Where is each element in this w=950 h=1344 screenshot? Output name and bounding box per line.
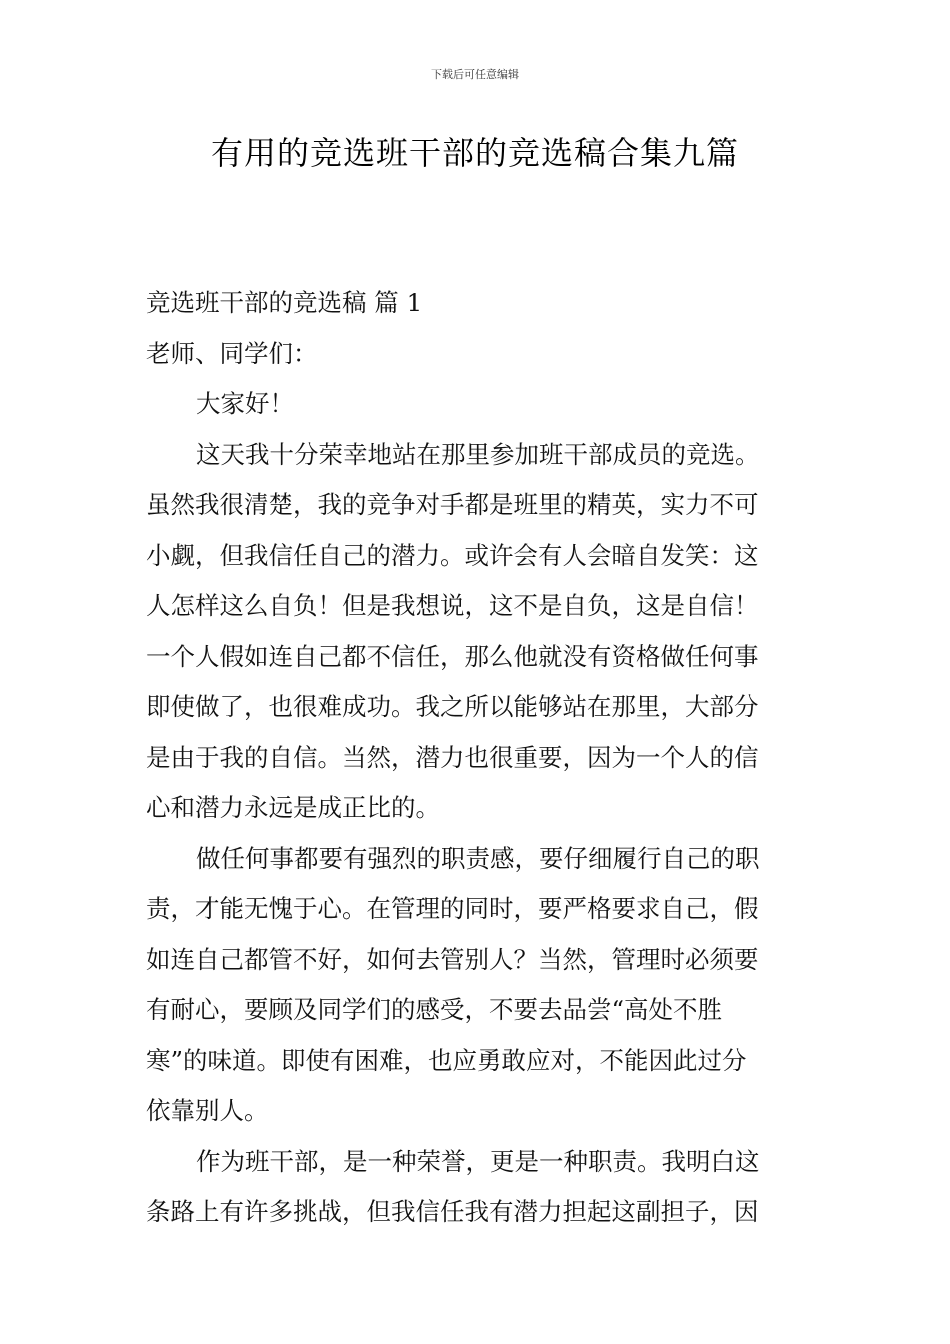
paragraph-line: 小觑，但我信任自己的潜力。或许会有人会暗自发笑：这: [146, 540, 759, 570]
document-body: [146, 278, 808, 1238]
paragraph-line: 这天我十分荣幸地站在那里参加班干部成员的竞选。: [196, 439, 760, 469]
paragraph-line: 一个人假如连自己都不信任，那么他就没有资格做任何事: [146, 641, 759, 671]
paragraph-line: 做任何事都要有强烈的职责感，要仔细履行自己的职: [196, 843, 760, 873]
paragraph-line: 虽然我很清楚，我的竞争对手都是班里的精英，实力不可: [146, 490, 759, 519]
paragraph-line: 人怎样这么自负！但是我想说，这不是自负，这是自信！: [146, 591, 759, 620]
paragraph-line: 寒”的味道。即使有困难，也应勇敢应对，不能因此过分: [146, 1045, 747, 1075]
section-heading: 竞选班干部的竞选稿 篇 1: [146, 288, 423, 317]
paragraph-line: 即使做了，也很难成功。我之所以能够站在那里，大部分: [146, 692, 759, 721]
paragraph-line: 条路上有许多挑战，但我信任我有潜力担起这副担子，因: [146, 1197, 759, 1226]
paragraph-line: 作为班干部，是一种荣誉，更是一种职责。我明白这: [196, 1146, 760, 1176]
greeting-line: 大家好！: [196, 389, 294, 418]
paragraph-line: 如连自己都管不好，如何去管别人？当然，管理时必须要: [146, 944, 759, 974]
header-note: 下载后可任意编辑: [431, 68, 519, 81]
paragraph-line: 责，才能无愧于心。在管理的同时，要严格要求自己，假: [146, 894, 759, 923]
paragraph-line: 有耐心，要顾及同学们的感受，不要去品尝“高处不胜: [146, 995, 723, 1024]
paragraph-line: 是由于我的自信。当然，潜力也很重要，因为一个人的信: [146, 742, 759, 772]
paragraph-line: 依靠别人。: [146, 1096, 269, 1125]
document-title: 有用的竞选班干部的竞选稿合集九篇: [210, 134, 739, 172]
salutation: 老师、同学们：: [146, 338, 318, 368]
paragraph-line: 心和潜力永远是成正比的。: [146, 793, 440, 822]
